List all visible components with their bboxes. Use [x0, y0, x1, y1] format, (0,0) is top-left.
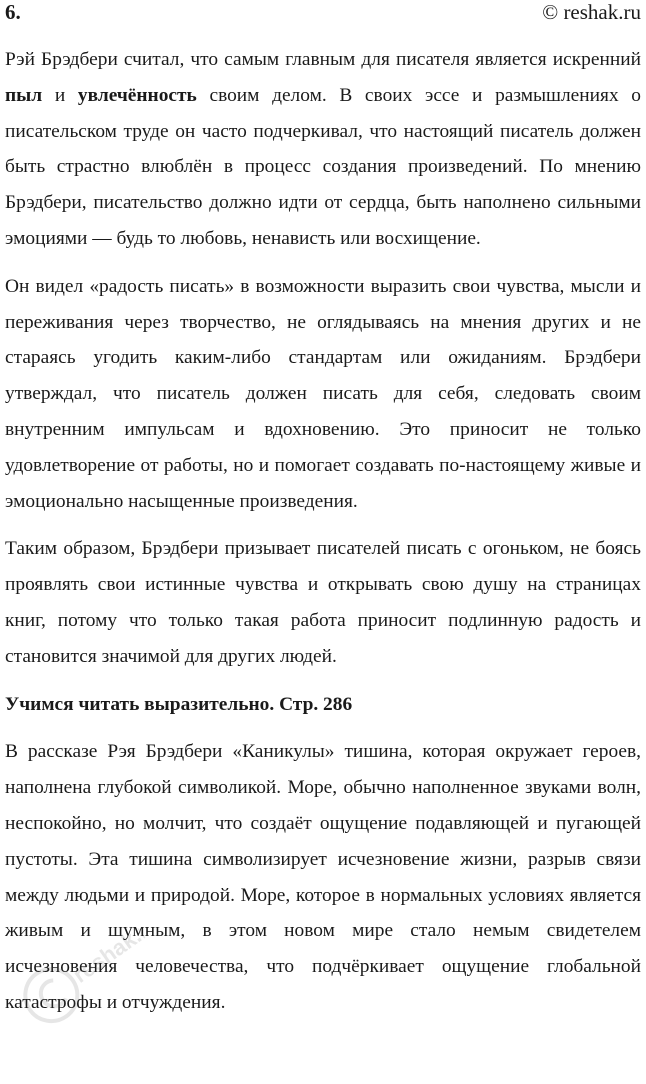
- paragraph-1-text-d: своим делом. В своих эссе и размышлениях о писательском труде он часто подчеркивал, что настоящий писатель должен быть страстно влюблён в процесс создания произведений. По мнению Брэдбери, писательство должно идти от сердца, быть наполнено сильными эмоциями — будь то любовь, ненависть или восхищение.: [5, 84, 641, 249]
- paragraph-4: В рассказе Рэя Брэдбери «Каникулы» тишина, которая окружает героев, наполнена глубокой символикой. Море, обычно наполненное звуками волн, неспокойно, но молчит, что создаёт ощущение подавляющей и пугающей пустоты. Эта тишина символизирует исчезновение жизни, разрыв связи между людьми и природой. Море, которое в нормальных условиях является живым и шумным, в этом новом мире стало немым свидетелем исчезновения человечества, что подчёркивает ощущение глобальной катастрофы и отчуждения.: [5, 741, 641, 1013]
- paragraph-1-text-c: и: [42, 84, 78, 106]
- bold-word-uvlechennost: увлечённость: [77, 84, 197, 106]
- site-label: © reshak.ru: [542, 0, 641, 24]
- paragraph-1-text-a: Рэй Брэдбери считал, что самым главным для писателя является искренний: [5, 49, 641, 70]
- page-header: [5, 0, 641, 28]
- paragraph-1: [5, 42, 641, 257]
- bold-word-pyl: пыл: [5, 84, 43, 106]
- watermark-text: reshak.ru: [68, 910, 164, 988]
- document-body: [5, 42, 641, 1033]
- task-number: 6.: [5, 0, 21, 24]
- paragraph-3: Таким образом, Брэдбери призывает писателей писать с огоньком, не боясь проявлять свои истинные чувства и открывать свою душу на страницах книг, потому что только такая работа приносит подлинную радость и становится значимой для других людей.: [5, 538, 641, 667]
- document-page: [5, 0, 641, 1055]
- paragraph-2: Он видел «радость писать» в возможности выразить свои чувства, мысли и переживания через творчество, не оглядываясь на мнения других и не стараясь угодить каким-либо стандартам или ожиданиям. Брэдбери утверждал, что писатель должен писать для себя, следовать своим внутренним импульсам и вдохновению. Это приносит не только удовлетворение от работы, но и помогает создавать по-настоящему живые и эмоционально насыщенные произведения.: [5, 275, 641, 512]
- section-heading: Учимся читать выразительно. Стр. 286: [5, 693, 353, 715]
